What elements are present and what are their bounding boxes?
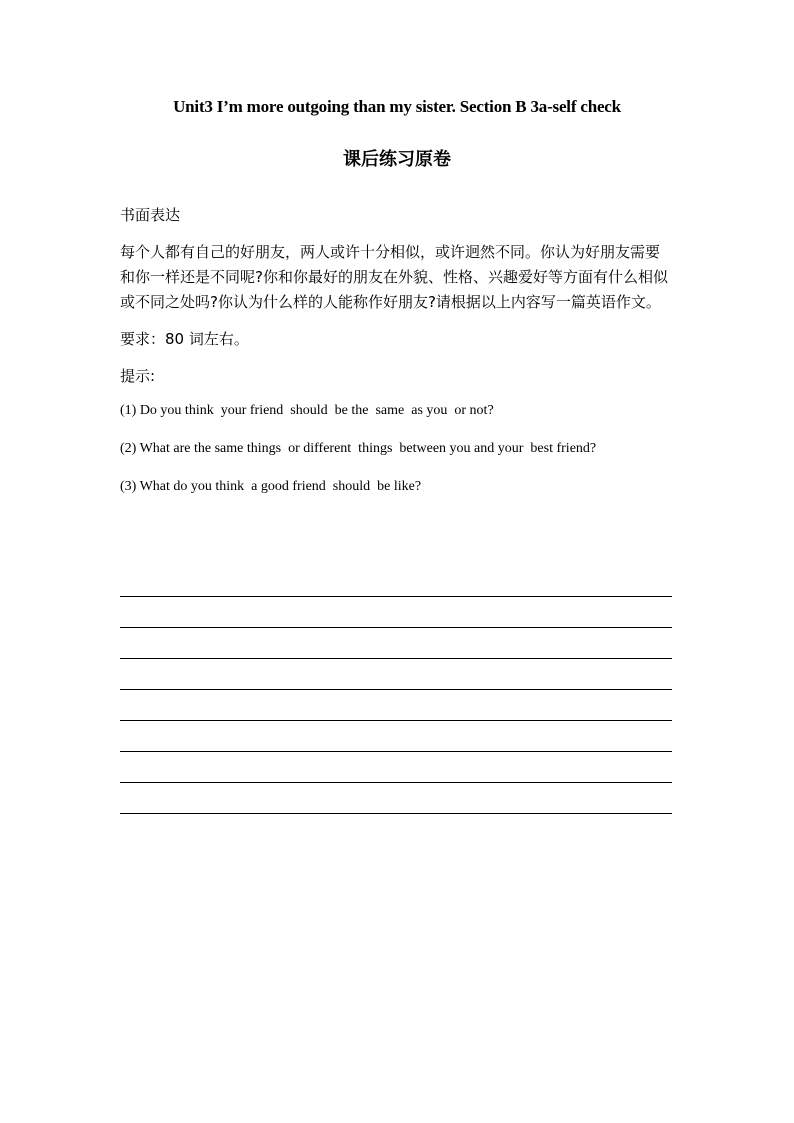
answer-line[interactable] — [120, 813, 672, 814]
tip-item-3: (3) What do you think a good friend should be like? — [120, 479, 422, 494]
section-label: 书面表达 — [120, 206, 181, 224]
word-requirement: 要求：80 词左右。 — [120, 330, 249, 348]
answer-line[interactable] — [120, 720, 672, 721]
writing-prompt: 每个人都有自己的好朋友，两人或许十分相似，或许迥然不同。你认为好朋友需要和你一样还是不同呢?你和你最好的朋友在外貌、性格、兴趣爱好等方面有什么相似或不同之处吗?你认为什么样的人能称作好朋友?请根据以上内容写一篇英语作文。 — [120, 243, 668, 311]
document-title: Unit3 I’m more outgoing than my sister. Section B 3a-self check — [173, 97, 621, 116]
answer-line[interactable] — [120, 782, 672, 783]
answer-lines — [120, 596, 672, 844]
exercise-content — [120, 203, 672, 514]
tips-label: 提示: — [120, 367, 156, 385]
answer-line[interactable] — [120, 689, 672, 690]
tip-item-1: (1) Do you think your friend should be the same as you or not? — [120, 403, 494, 418]
document-subtitle: 课后练习原卷 — [343, 149, 451, 170]
answer-line[interactable] — [120, 751, 672, 752]
answer-line[interactable] — [120, 596, 672, 597]
answer-line[interactable] — [120, 627, 672, 628]
answer-line[interactable] — [120, 658, 672, 659]
tip-item-2: (2) What are the same things or different things between you and your best friend? — [120, 441, 597, 456]
